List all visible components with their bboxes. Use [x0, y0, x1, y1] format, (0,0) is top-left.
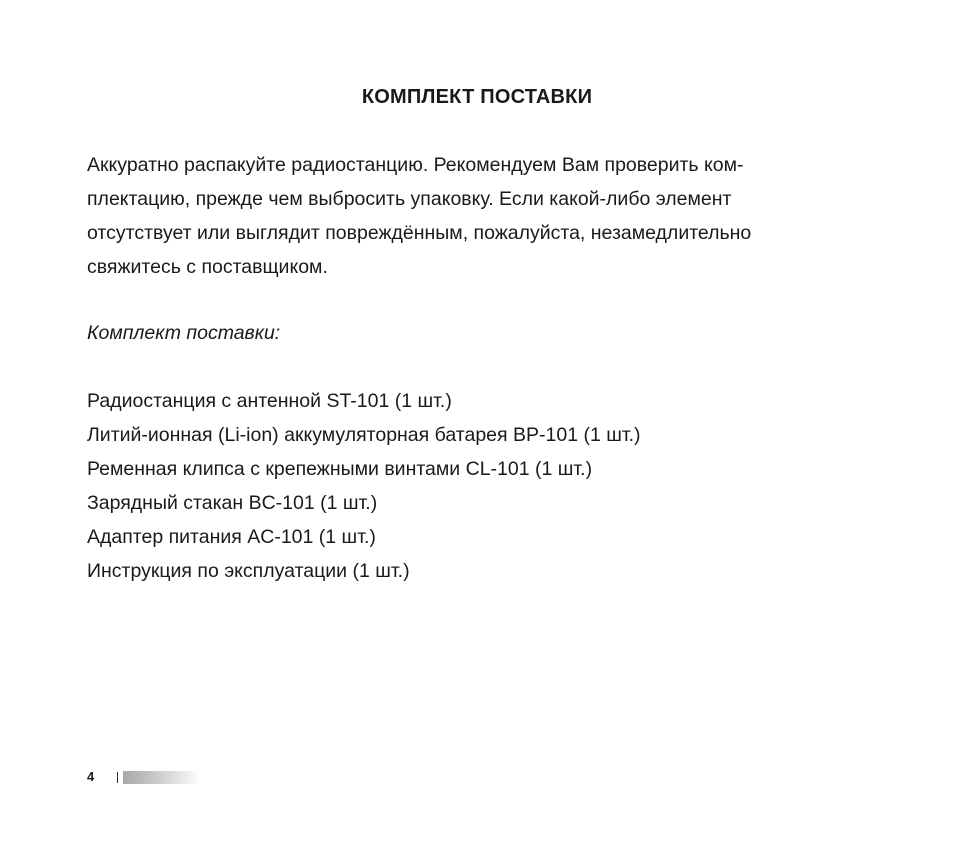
contents-list [87, 384, 641, 588]
intro-line: отсутствует или выглядит повреждённым, пожалуйста, незамедлительно [87, 222, 752, 244]
page-title: КОМПЛЕКТ ПОСТАВКИ [361, 86, 593, 108]
section-heading: Комплект поставки: [87, 322, 281, 344]
list-item: Зарядный стакан BC-101 (1 шт.) [87, 492, 378, 514]
list-item: Ременная клипса с крепежными винтами CL-101 (1 шт.) [87, 458, 593, 480]
intro-paragraph [87, 148, 877, 284]
page-number: 4 [87, 769, 95, 784]
intro-line: свяжитесь с поставщиком. [87, 256, 328, 278]
list-item: Литий-ионная (Li-ion) аккумуляторная батарея BP-101 (1 шт.) [87, 424, 641, 446]
intro-line: Аккуратно распакуйте радиостанцию. Рекомендуем Вам проверить ком- [87, 154, 744, 176]
page-footer [87, 768, 207, 786]
intro-line: плектацию, прежде чем выбросить упаковку. Если какой-либо элемент [87, 188, 732, 210]
list-item: Инструкция по эксплуатации (1 шт.) [87, 560, 410, 582]
list-item: Радиостанция с антенной ST-101 (1 шт.) [87, 390, 452, 412]
footer-gradient-bar [123, 771, 201, 784]
list-item: Адаптер питания AC-101 (1 шт.) [87, 526, 376, 548]
footer-divider [117, 772, 118, 783]
